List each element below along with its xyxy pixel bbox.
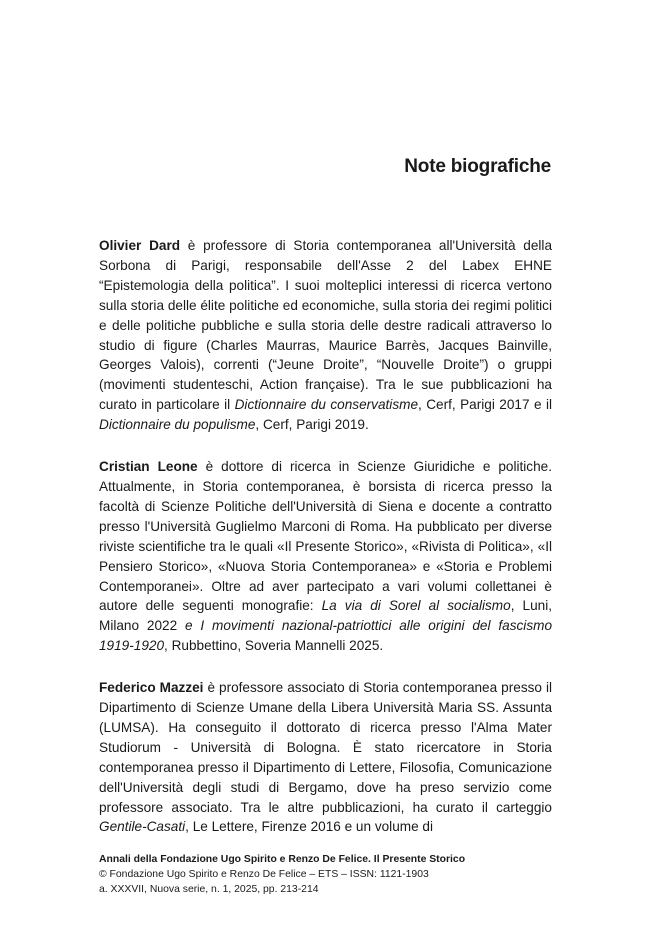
bio-name: Federico Mazzei bbox=[99, 680, 204, 696]
bio-text bbox=[99, 459, 552, 653]
bio-olivier-dard bbox=[99, 236, 552, 435]
text-run: , Cerf, Parigi 2019. bbox=[255, 417, 369, 433]
bio-text bbox=[99, 680, 552, 834]
footer-journal-title: Annali della Fondazione Ugo Spirito e Renzo De Felice. Il Presente Storico bbox=[99, 854, 466, 865]
text-run: è dottore di ricerca in Scienze Giuridiche e politiche. Attualmente, in Storia contemporanea, è borsista di ricerca presso la facoltà di Scienze Politiche dell'Università di Siena e docente a contratto presso l'Università Guglielmo Marconi di Roma. Ha pubblicato per diverse riviste scientifiche tra le quali «Il Presente Storico», «Rivista di Politica», «Il Pensiero Storico», «Nuova Storia Contemporanea» e «Storia e Problemi Contemporanei». Oltre ad aver partecipato a vari volumi collettanei è autore delle seguenti monografie: bbox=[99, 459, 553, 614]
footer-copyright: © Fondazione Ugo Spirito e Renzo De Felice – ETS – ISSN: 1121-1903 bbox=[99, 869, 429, 880]
bio-cristian-leone bbox=[99, 457, 552, 656]
footer-citation: a. XXXVII, Nuova serie, n. 1, 2025, pp. 213-214 bbox=[99, 884, 319, 895]
bio-federico-mazzei bbox=[99, 678, 552, 837]
bio-text bbox=[99, 238, 552, 432]
text-run: , Rubbettino, Soveria Mannelli 2025. bbox=[164, 638, 384, 654]
text-run: è professore associato di Storia contemporanea presso il Dipartimento di Scienze Umane della Libera Università Maria SS. Assunta (LUMSA). Ha conseguito il dottorato di ricerca presso l'Alma Mater Studiorum - Università di Bologna. È stato ricercatore in Storia contemporanea presso il Dipartimento di Lettere, Filosofia, Comunicazione dell'Università degli studi di Bergamo, dove ha preso servizio come professore associato. Tra le altre pubblicazioni, ha curato il carteggio bbox=[99, 680, 553, 815]
bio-name: Olivier Dard bbox=[99, 238, 181, 253]
text-run: , Cerf, Parigi 2017 e il bbox=[418, 397, 553, 413]
italic-title: Dictionnaire du conservatisme bbox=[234, 397, 419, 413]
bio-name: Cristian Leone bbox=[99, 459, 198, 475]
italic-title: La via di Sorel al socialismo bbox=[321, 598, 511, 614]
italic-title: Gentile-Casati bbox=[99, 819, 186, 835]
biographies bbox=[99, 236, 552, 859]
text-run: , Luni, Milano 2022 bbox=[99, 598, 553, 634]
page-title: Note biografiche bbox=[404, 156, 551, 177]
italic-title: Dictionnaire du populisme bbox=[99, 417, 256, 433]
text-run: , Le Lettere, Firenze 2016 e un volume di bbox=[185, 819, 434, 835]
page-footer bbox=[99, 852, 559, 897]
text-run: è professore di Storia contemporanea all'Università della Sorbona di Parigi, responsabile dell'Asse 2 del Labex EHNE “Epistemologia della politica”. I suoi molteplici interessi di ricerca vertono sulla storia delle élite politiche ed economiche, sulla storia dei regimi politici e delle politiche pubbliche e sulla storia delle destre radicali attraverso lo studio di figure (Charles Maurras, Maurice Barrès, Jacques Bainville, Georges Valois), correnti (“Jeune Droite”, “Nouvelle Droite”) o gruppi (movimenti studenteschi, Action française). Tra le sue pubblicazioni ha curato in particolare il bbox=[99, 238, 553, 413]
italic-title: e I movimenti nazional-patriottici alle origini del fascismo 1919-1920 bbox=[99, 618, 552, 654]
